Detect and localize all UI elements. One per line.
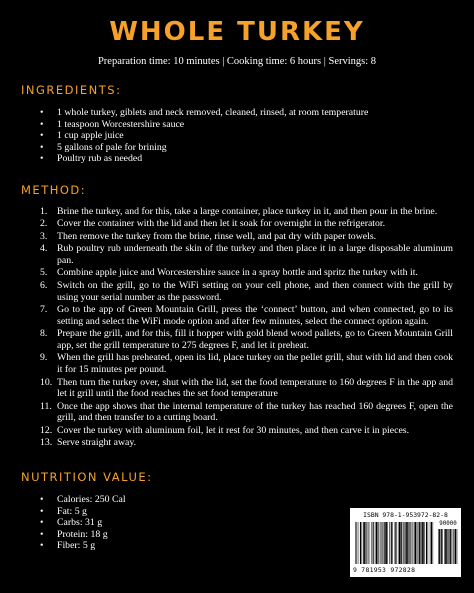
ingredient-item: • 1 cup apple juice xyxy=(40,130,368,142)
barcode-stripe xyxy=(369,522,370,564)
barcode-stripe xyxy=(414,522,416,564)
step-text: Rub poultry rub underneath the skin of the turkey and then place it in a large disposable aluminum pan. xyxy=(57,243,453,266)
ingredient-item: • 1 teaspoon Worcestershire sauce xyxy=(40,119,368,131)
barcode-stripe xyxy=(378,522,379,564)
step-text: Then turn the turkey over, shut with the lid, set the food temperature to 160 degrees F in the app and let it grill until the food reaches the set food temperature xyxy=(57,376,453,400)
step-text: Brine the turkey, and for this, take a large container, place turkey in it, and then pour in the brine. xyxy=(57,206,438,217)
method-step xyxy=(40,280,453,304)
barcode-stripe xyxy=(453,529,454,564)
barcode-stripe xyxy=(380,522,381,564)
ean-digits: 9 781953 972828 xyxy=(353,566,416,574)
nutrition-heading: NUTRITION VALUE: xyxy=(21,470,153,484)
barcode-stripe xyxy=(431,522,432,564)
barcode-stripe xyxy=(365,522,366,564)
barcode-stripe xyxy=(363,522,365,564)
barcode-stripe xyxy=(448,529,449,564)
step-number: 6. xyxy=(40,279,48,291)
ingredient-item: • 5 gallons of pale for brining xyxy=(40,142,368,154)
step-number: 3. xyxy=(40,230,48,242)
method-step xyxy=(40,206,453,218)
step-number: 1. xyxy=(40,206,48,217)
barcode-stripe xyxy=(426,522,427,564)
barcode-stripe xyxy=(433,522,434,564)
barcode-stripe xyxy=(406,522,408,564)
method-step xyxy=(40,328,453,352)
barcode-stripe xyxy=(387,522,388,564)
barcode-stripe xyxy=(382,522,383,564)
step-number: 4. xyxy=(40,243,48,255)
step-text: Serve straight away. xyxy=(57,437,137,449)
nutrition-item: • Protein: 18 g xyxy=(40,529,126,541)
barcode-stripe xyxy=(441,529,442,564)
nutrition-list xyxy=(40,494,126,552)
barcode-stripe xyxy=(356,522,357,564)
barcode-stripe xyxy=(450,529,451,564)
barcode-stripe xyxy=(401,522,402,564)
step-number: 7. xyxy=(40,303,48,315)
barcode-stripe xyxy=(442,529,443,564)
step-number: 9. xyxy=(40,352,48,364)
step-number: 8. xyxy=(40,328,48,340)
barcode-stripe xyxy=(455,529,457,564)
barcode-stripe xyxy=(444,529,445,564)
barcode-stripe xyxy=(457,529,458,564)
barcode-stripe xyxy=(399,522,401,564)
barcode-stripe xyxy=(408,522,409,564)
barcode-stripe xyxy=(368,522,369,564)
step-text: Cover the container with the lid and then let it soak for overnight in the refrigerator. xyxy=(57,218,386,230)
barcode-stripe xyxy=(413,522,414,564)
ingredients-heading: INGREDIENTS: xyxy=(21,83,122,97)
ingredient-item: • Poultry rub as needed xyxy=(40,153,368,165)
method-step xyxy=(40,437,453,449)
isbn-label: ISBN 978-1-953972-82-8 xyxy=(363,511,448,519)
ean-barcode-bars xyxy=(355,522,435,564)
step-number: 11. xyxy=(40,400,52,412)
barcode-stripe xyxy=(375,522,376,564)
barcode-stripe xyxy=(420,522,421,564)
barcode-stripe xyxy=(438,529,439,564)
barcode-stripe xyxy=(428,522,429,564)
barcode-stripe xyxy=(417,522,418,564)
barcode-stripe xyxy=(452,529,453,564)
barcode-stripe xyxy=(418,522,419,564)
barcode-stripe xyxy=(396,522,397,564)
barcode-stripe xyxy=(439,529,440,564)
barcode-stripe xyxy=(358,522,359,564)
ingredients-list xyxy=(40,107,368,165)
barcode-stripe xyxy=(371,522,372,564)
barcode-stripe xyxy=(355,522,356,564)
method-step xyxy=(40,243,453,267)
step-text: Go to the app of Green Mountain Grill, press the ‘connect’ button, and when connected, go to its setting and select the WiFi mode option and after few minutes, select the connect option again. xyxy=(57,303,453,327)
step-text: Cover the turkey with aluminum foil, let it rest for 30 minutes, and then carve it in pieces. xyxy=(57,424,410,436)
step-number: 13. xyxy=(40,437,53,449)
step-number: 10. xyxy=(40,376,53,388)
step-text: When the grill has preheated, open its lid, place turkey on the pellet grill, shut with lid and then cook it for 15 minutes per pound. xyxy=(57,352,453,376)
method-step xyxy=(40,425,453,437)
barcode-stripe xyxy=(391,522,392,564)
barcode-stripe xyxy=(405,522,406,564)
method-heading: METHOD: xyxy=(21,183,87,197)
barcode-stripe xyxy=(424,522,425,564)
step-number: 2. xyxy=(40,218,48,230)
barcode-stripe xyxy=(376,522,378,564)
method-step xyxy=(40,377,453,401)
barcode-stripe xyxy=(395,522,396,564)
barcode-stripe xyxy=(412,522,413,564)
barcode-stripe xyxy=(381,522,382,564)
step-text: Prepare the grill, and for this, fill it hopper with gold blend wood pallets, go to Green Mountain Grill app, set the grill temperature to 275 degrees F, and let it preheat. xyxy=(57,328,453,351)
method-step xyxy=(40,267,453,279)
step-text: Then remove the turkey from the brine, rinse well, and pat dry with paper towels. xyxy=(57,230,377,242)
barcode-stripe xyxy=(384,522,385,564)
barcode-stripe xyxy=(360,522,361,564)
method-step xyxy=(40,218,453,230)
barcode-stripe xyxy=(362,522,363,564)
recipe-meta: Preparation time: 10 minutes | Cooking time: 6 hours | Servings: 8 xyxy=(97,56,377,67)
barcode-stripe xyxy=(403,522,404,564)
barcode-stripe xyxy=(445,529,447,564)
nutrition-item: • Fat: 5 g xyxy=(40,506,126,518)
addon-barcode-bars xyxy=(438,529,458,564)
nutrition-item: • Carbs: 31 g xyxy=(40,517,126,529)
barcode-stripe xyxy=(409,522,410,564)
method-step xyxy=(40,231,453,243)
barcode-stripe xyxy=(422,522,424,564)
barcode-stripe xyxy=(447,529,448,564)
step-number: 5. xyxy=(40,267,48,279)
isbn-barcode xyxy=(350,508,461,577)
recipe-title: WHOLE TURKEY xyxy=(109,17,365,47)
step-text: Once the app shows that the internal temperature of the turkey has reached 160 degrees F, open the grill, and then transfer to a cutting board. xyxy=(57,400,453,424)
method-step xyxy=(40,352,453,376)
addon-code: 90000 xyxy=(439,521,457,527)
barcode-stripe xyxy=(392,522,393,564)
barcode-stripe xyxy=(389,522,390,564)
ingredient-item: • 1 whole turkey, giblets and neck removed, cleaned, rinsed, at room temperature xyxy=(40,107,368,119)
step-text: Switch on the grill, go to the WiFi setting on your cell phone, and then connect with the grill by using your serial number as the password. xyxy=(57,279,453,303)
barcode-stripe xyxy=(419,522,420,564)
nutrition-item: • Calories: 250 Cal xyxy=(40,494,126,506)
barcode-stripe xyxy=(398,522,399,564)
step-number: 12. xyxy=(40,424,53,436)
method-steps xyxy=(40,206,453,450)
step-text: Combine apple juice and Worcestershire sauce in a spray bottle and spritz the turkey with it. xyxy=(57,267,418,279)
nutrition-item: • Fiber: 5 g xyxy=(40,540,126,552)
barcode-stripe xyxy=(385,522,387,564)
method-step xyxy=(40,304,453,328)
method-step xyxy=(40,401,453,425)
barcode-stripe xyxy=(373,522,374,564)
barcode-stripe xyxy=(430,522,431,564)
